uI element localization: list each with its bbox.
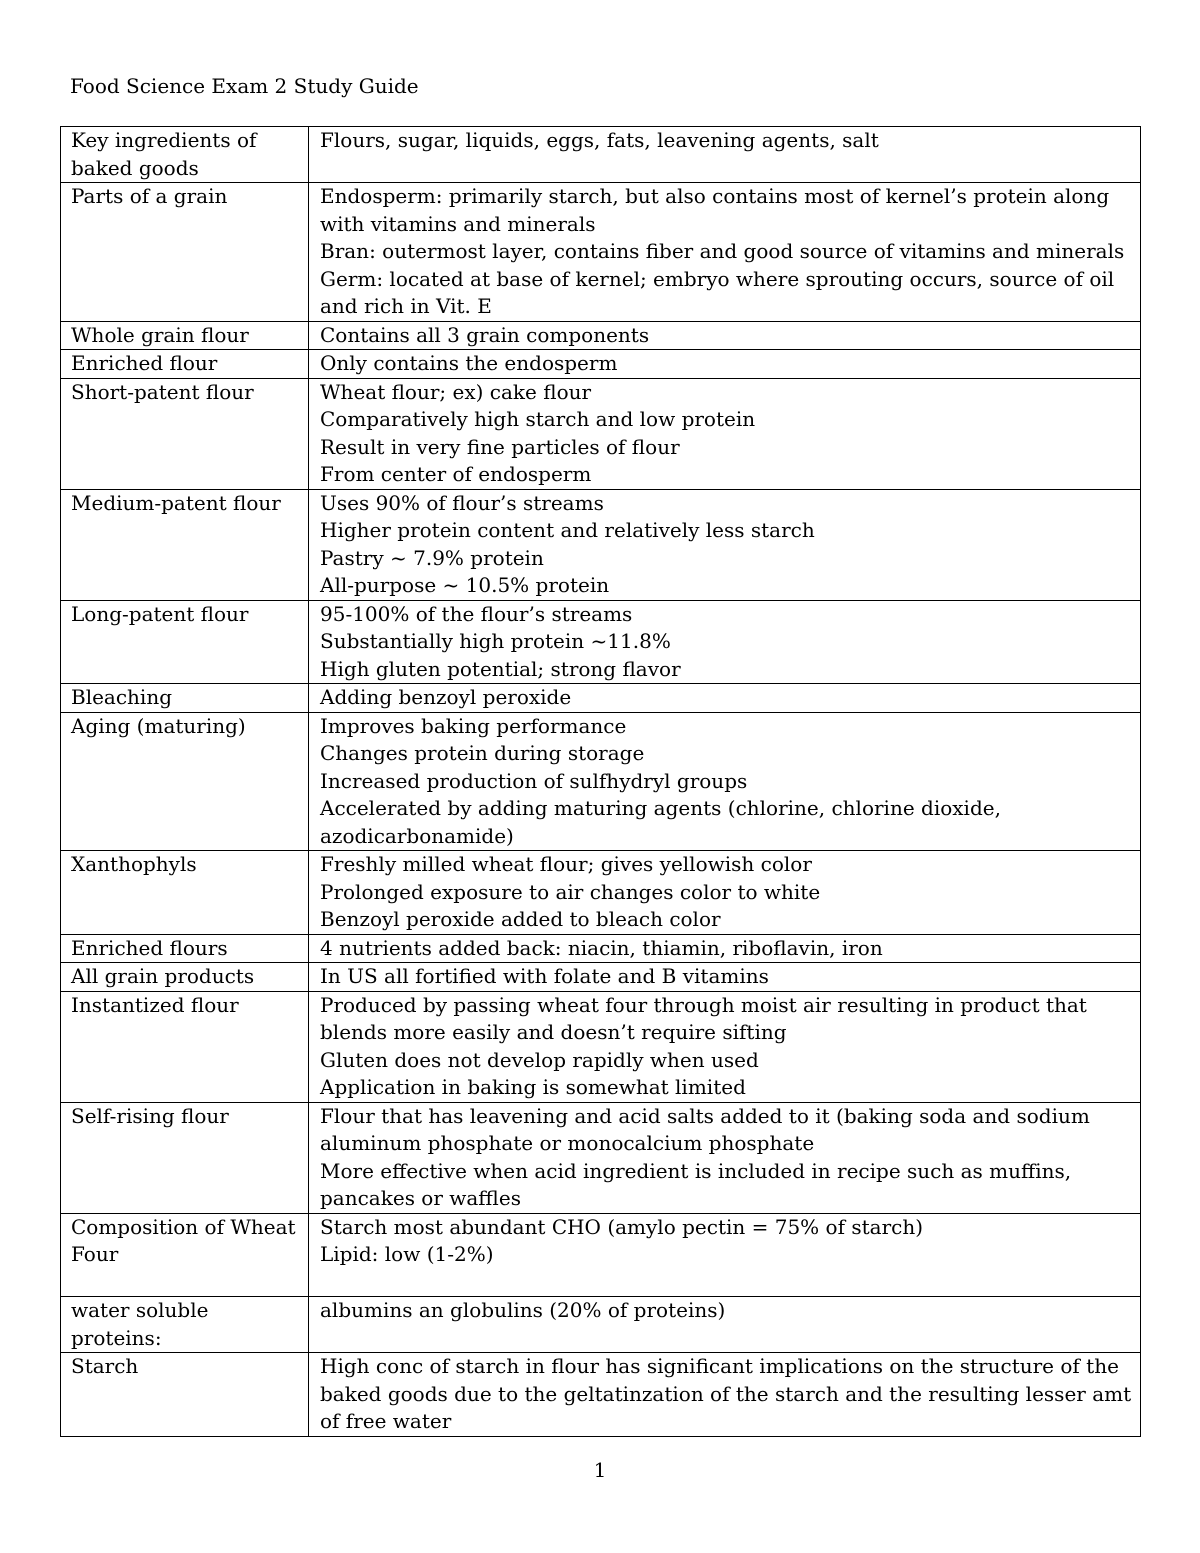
table-row	[61, 321, 1141, 350]
definition-line: Improves baking performance	[320, 713, 627, 738]
term-cell: Enriched flours	[61, 934, 309, 963]
definition-cell	[309, 350, 1141, 379]
study-guide-table	[60, 126, 1141, 1437]
term-cell: Short-patent flour	[61, 378, 309, 489]
page-title: Food Science Exam 2 Study Guide	[70, 74, 419, 98]
definition-line: Lipid: low (1-2%)	[320, 1242, 494, 1266]
definition-line: Wheat flour; ex) cake flour	[320, 379, 592, 404]
definition-line: Adding benzoyl peroxide	[320, 685, 572, 709]
definition-cell	[309, 1297, 1141, 1353]
table-row	[61, 127, 1141, 183]
term-cell: All grain products	[61, 963, 309, 992]
definition-line: Endosperm: primarily starch, but also contains most of kernel’s protein along with vitamins and minerals	[320, 184, 1110, 236]
definition-line: Benzoyl peroxide added to bleach color	[320, 907, 721, 931]
term-cell: Key ingredients of baked goods	[61, 127, 309, 183]
table-row	[61, 489, 1141, 600]
term-cell: Self-rising flour	[61, 1102, 309, 1213]
definition-line: Changes protein during storage	[320, 741, 645, 765]
definition-line: Prolonged exposure to air changes color to white	[320, 879, 821, 904]
definition-cell	[309, 1213, 1141, 1297]
definition-line: Accelerated by adding maturing agents (chlorine, chlorine dioxide, azodicarbonamide)	[320, 796, 1001, 848]
term-cell: Xanthophyls	[61, 851, 309, 935]
definition-line: 95-100% of the flour’s streams	[320, 601, 633, 626]
table-row	[61, 934, 1141, 963]
definition-line: High gluten potential; strong flavor	[320, 656, 681, 681]
definition-cell	[309, 851, 1141, 935]
definition-cell	[309, 321, 1141, 350]
table-row	[61, 851, 1141, 935]
definition-cell	[309, 934, 1141, 963]
definition-line: Starch most abundant CHO (amylo pectin = 75% of starch)	[320, 1214, 924, 1239]
definition-line: Higher protein content and relatively less starch	[320, 518, 815, 542]
definition-cell	[309, 684, 1141, 713]
table-row	[61, 1297, 1141, 1353]
definition-cell	[309, 991, 1141, 1102]
definition-line: 4 nutrients added back: niacin, thiamin, riboflavin, iron	[320, 935, 883, 960]
term-cell: Instantized flour	[61, 991, 309, 1102]
definition-line: Germ: located at base of kernel; embryo where sprouting occurs, source of oil and rich in Vit. E	[320, 266, 1115, 318]
term-cell: Starch	[61, 1353, 309, 1437]
term-cell: Aging (maturing)	[61, 712, 309, 851]
definition-cell	[309, 183, 1141, 322]
definition-line: Increased production of sulfhydryl groups	[320, 768, 748, 793]
study-guide-table-body	[61, 127, 1141, 1437]
table-row	[61, 1213, 1141, 1297]
term-cell: Enriched flour	[61, 350, 309, 379]
definition-line: In US all fortified with folate and B vitamins	[320, 964, 769, 988]
definition-line: Freshly milled wheat flour; gives yellowish color	[320, 852, 812, 876]
table-row	[61, 963, 1141, 992]
definition-line: Comparatively high starch and low protein	[320, 407, 756, 431]
table-row	[61, 991, 1141, 1102]
definition-line: Produced by passing wheat four through moist air resulting in product that blends more easily and doesn’t require sifting	[320, 992, 1087, 1044]
definition-line: Result in very fine particles of flour	[320, 434, 680, 459]
table-row	[61, 183, 1141, 322]
definition-line: Only contains the endosperm	[320, 351, 618, 375]
term-cell: water soluble proteins:	[61, 1297, 309, 1353]
definition-cell	[309, 489, 1141, 600]
definition-line: Flour that has leavening and acid salts added to it (baking soda and sodium aluminum phosphate or monocalcium phosphate	[320, 1103, 1090, 1155]
definition-line: Gluten does not develop rapidly when used	[320, 1047, 759, 1072]
term-cell: Composition of Wheat Four	[61, 1213, 309, 1297]
definition-line: From center of endosperm	[320, 462, 592, 486]
table-row	[61, 1102, 1141, 1213]
table-row	[61, 684, 1141, 713]
definition-cell	[309, 1353, 1141, 1437]
definition-line: Contains all 3 grain components	[320, 322, 650, 347]
definition-line: Pastry ~ 7.9% protein	[320, 545, 544, 570]
definition-cell	[309, 127, 1141, 183]
definition-cell	[309, 1102, 1141, 1213]
term-cell: Bleaching	[61, 684, 309, 713]
definition-cell	[309, 600, 1141, 684]
definition-cell	[309, 712, 1141, 851]
definition-line: More effective when acid ingredient is included in recipe such as muffins, pancakes or waffles	[320, 1158, 1072, 1210]
table-row	[61, 600, 1141, 684]
table-row	[61, 378, 1141, 489]
term-cell: Long-patent flour	[61, 600, 309, 684]
definition-line: Uses 90% of flour’s streams	[320, 490, 604, 515]
table-row	[61, 1353, 1141, 1437]
definition-cell	[309, 963, 1141, 992]
definition-line: Bran: outermost layer, contains fiber and good source of vitamins and minerals	[320, 239, 1125, 263]
table-row	[61, 350, 1141, 379]
definition-line: Application in baking is somewhat limited	[320, 1075, 746, 1099]
definition-line: albumins an globulins (20% of proteins)	[320, 1298, 726, 1322]
definition-line: Substantially high protein ~11.8%	[320, 629, 671, 653]
blank-line	[320, 1269, 1132, 1297]
term-cell: Whole grain flour	[61, 321, 309, 350]
definition-line: High conc of starch in flour has significant implications on the structure of the baked goods due to the geltatinzation of the starch and the resulting lesser amt of free water	[320, 1354, 1132, 1433]
term-cell: Parts of a grain	[61, 183, 309, 322]
table-row	[61, 712, 1141, 851]
definition-cell	[309, 378, 1141, 489]
term-cell: Medium-patent flour	[61, 489, 309, 600]
definition-line: Flours, sugar, liquids, eggs, fats, leavening agents, salt	[320, 128, 879, 152]
definition-line: All-purpose ~ 10.5% protein	[320, 573, 610, 597]
page-number: 1	[593, 1458, 607, 1482]
